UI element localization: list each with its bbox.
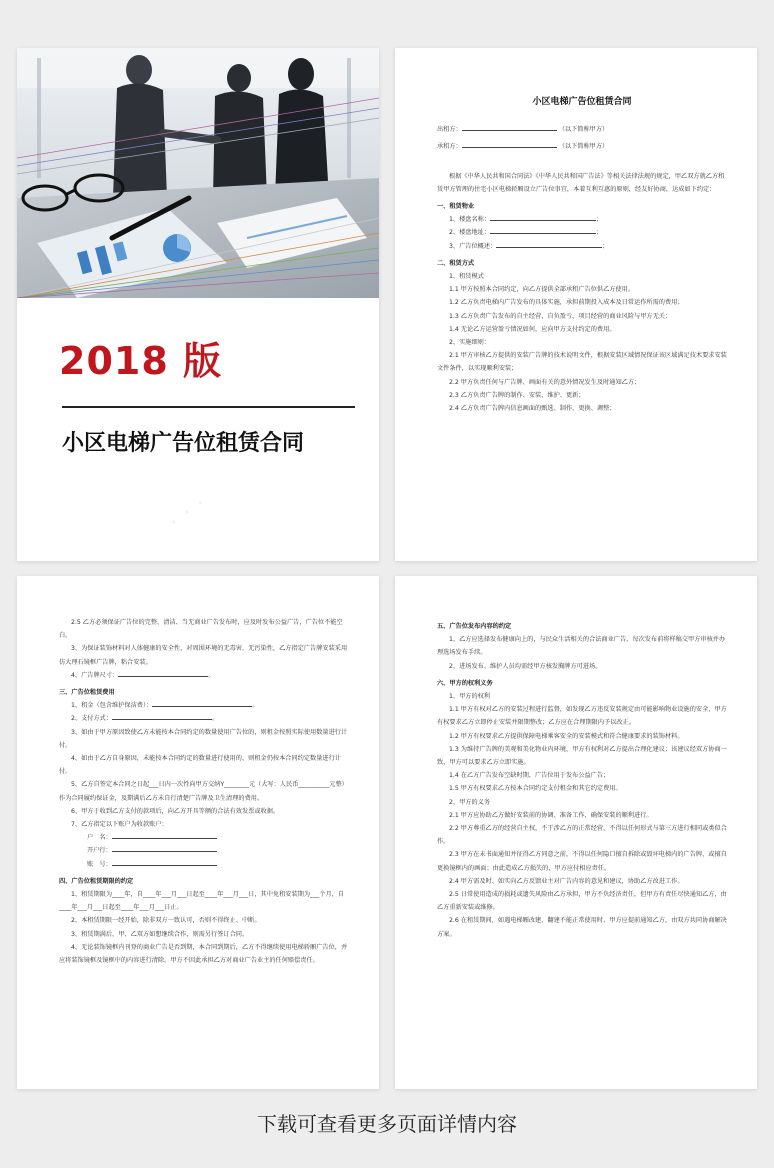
clause: 4、如由于乙方自身原因，未能按本合同约定的数量进行使用的，则租金仍按本合同约定数量进行计付。 bbox=[59, 755, 341, 776]
clause: 1、租赁期限为____年，自____年___月___日起至____年___月___日，其中免租安装期为___个月，自____年___月___日起至____年___月___日止。 bbox=[59, 891, 345, 912]
clause: 2.5 乙方必须保证广告位的完整、清洁、当无商业广告发布时，应及时发布公益广告，广告位不能空白。 bbox=[59, 619, 343, 640]
property-item: 1、楼盘名称： ； bbox=[437, 213, 727, 226]
property-name-label: 1、楼盘名称： bbox=[449, 216, 491, 224]
section-3-heading: 三、广告位租赁费用 bbox=[59, 689, 115, 697]
cover-photo bbox=[17, 48, 379, 298]
lessee-label: 承租方： bbox=[437, 143, 462, 151]
clause: 2.4 甲方需及时、如实向乙方反馈业主对广告内容的意见和建议，协助乙方改进工作。 bbox=[449, 877, 684, 885]
clause: 4、无论装饰镜框内刊登的商业广告是否到期，本合同到期后，乙方不得继续使用电梯轿厢广告位，并应将装饰镜框及镜框中的内容进行清除。甲方不因此承担乙方对商业广告业主的任何赔偿责任。 bbox=[59, 943, 348, 965]
section-1-heading: 一、租赁物业 bbox=[437, 203, 475, 211]
account-number bbox=[59, 858, 349, 871]
lessee-blank bbox=[462, 140, 557, 148]
lessee-note: （以下简称甲方） bbox=[558, 143, 609, 151]
clause: 2.4 乙方负责广告牌内信息画面的甄选、制作、更换、调整； bbox=[449, 405, 616, 413]
account-name-label: 户 名： bbox=[87, 834, 112, 842]
account-number-label: 账 号： bbox=[87, 860, 112, 868]
property-item: 3、广告位概述： ； bbox=[437, 240, 727, 253]
section-4-heading: 四、广告位租赁期限的约定 bbox=[59, 877, 134, 885]
clause: 1、租赁模式 bbox=[449, 273, 484, 281]
clause: 2.6 在租赁期间，如遇电梯厢改建、翻建不能正常使用时，甲方应提前通知乙方，由双方共同协商解决方案。 bbox=[437, 917, 727, 938]
watermark: · · · bbox=[162, 488, 214, 538]
clause: 1.3 乙方负责广告发布的自主经营，自负盈亏，项目经营的商业风险与甲方无关； bbox=[449, 312, 672, 320]
preamble: 根据《中华人民共和国合同法》《中华人民共和国广告法》等相关法律法规的规定，甲乙双方就乙方租赁甲方管理的住宅小区电梯轿厢设立广告位事宜，本着互利互惠的原则，经友好协商，达成如下约定： bbox=[437, 172, 725, 193]
section-5-heading: 五、广告位发布内容的约定 bbox=[437, 623, 512, 630]
blank-line bbox=[112, 831, 217, 839]
clause: 2、本租赁期限一经开始，除非双方一致认可，否则不得终止、中断。 bbox=[71, 917, 261, 925]
clause: 5、乙方自签定本合同之日起___日内一次性向甲方交纳Y________元（大写：人民币__________元整）作为合同履约保证金，及期满后乙方未自行清楚广告牌及卫生清理的费用。 bbox=[59, 781, 348, 802]
contract-page-1 bbox=[395, 48, 757, 561]
clause: 2.5 日常使用造成的损耗或遗失风险由乙方承担，甲方不负经济责任，但甲方有责任尽快通知乙方，由乙方重新安装或维修。 bbox=[437, 891, 727, 912]
contract-body-2 bbox=[59, 616, 349, 967]
clause: 1.2 乙方负责电梯内广告发布的具体实施，承担前期投入成本及日常运作所需的费用； bbox=[449, 299, 684, 307]
blank-line bbox=[112, 858, 217, 866]
clause: 3、租赁期满后，甲、乙双方如想继续合作，则需另行签订合同。 bbox=[71, 930, 249, 938]
clause: 2.1 甲方审核乙方提供的安装广告牌的技术说明文件，根据安装区域情况保证该区域满足技术要求安装文件条件，以实现顺利安装； bbox=[437, 352, 727, 373]
business-meeting-illustration bbox=[17, 48, 379, 298]
clause: 2.2 甲方负责任何与广告牌、画面有关的意外情况发生及时通知乙方； bbox=[449, 378, 641, 386]
property-address-label: 2、楼盘地址： bbox=[449, 229, 491, 237]
cover-divider bbox=[62, 406, 355, 408]
clause: 2、实施细则： bbox=[449, 339, 491, 347]
size-label: 4、广告牌尺寸： bbox=[71, 671, 119, 679]
clause: 2、甲方的义务 bbox=[449, 798, 491, 806]
clause: 2.3 甲方在未书面通知并征得乙方同意之前，不得以任何隐口擅自拆除或毁坏电梯内的广告牌，或擅自更换镜框内的画面；由此造成乙方损失的，甲方应付相应责任。 bbox=[437, 851, 727, 872]
contract-body-1 bbox=[437, 94, 727, 415]
account-bank bbox=[59, 844, 349, 857]
clause: 1、甲方的权利 bbox=[449, 693, 491, 701]
clause: 2.2 甲方尊重乙方的经营自主权，不干涉乙方的正常经营，不得以任何形式与第三方进行相同或类似合作。 bbox=[437, 825, 727, 846]
clause: 3、为保证装饰材料对人体健康的安全性，对周围环境的无毒害、无污染性，乙方指定广告牌安装采用仿大理石镜框广告牌，粘合安装。 bbox=[59, 645, 348, 666]
lessor-label: 出租方： bbox=[437, 126, 462, 134]
blank-line bbox=[496, 240, 602, 248]
clause: 2.3 乙方负责广告牌的制作、安装、维护、更新； bbox=[449, 391, 585, 399]
lessor-line bbox=[437, 123, 727, 136]
lessor-note: （以下简称甲方） bbox=[558, 126, 609, 134]
clause: 1.5 甲方有权要求乙方按本合同约定支付租金和其它约定费用。 bbox=[449, 785, 622, 793]
blank-line bbox=[490, 226, 596, 234]
section-6-heading: 六、甲方的权利义务 bbox=[437, 679, 493, 687]
cover-year: 2018 版 bbox=[59, 339, 222, 383]
blank-line bbox=[490, 213, 596, 221]
clause: 1.1 甲方按照本合同约定，向乙方提供全部承租广告位供乙方使用。 bbox=[449, 286, 635, 294]
cover-page bbox=[17, 48, 379, 561]
blank-line bbox=[152, 699, 252, 707]
account-name bbox=[59, 831, 349, 844]
clause: 1.4 无论乙方运营盈亏情况如何，应向甲方支付约定的费用。 bbox=[449, 325, 616, 333]
clause: 2、进场发布、维护人员均需经甲方核发胸牌方可进场。 bbox=[449, 662, 602, 670]
contract-title: 小区电梯广告位租赁合同 bbox=[532, 97, 632, 107]
clause: 2、支付方式： 。 bbox=[59, 712, 349, 725]
ad-space-desc-label: 3、广告位概述： bbox=[449, 242, 497, 250]
account-bank-label: 开户行： bbox=[87, 847, 112, 855]
blank-line bbox=[112, 844, 217, 852]
contract-body-3 bbox=[437, 616, 727, 941]
cover-title: 小区电梯广告位租赁合同 bbox=[62, 431, 305, 456]
clause: 1、乙方应选择发布健康向上的，与民众生活相关的合法商业广告，每次发布前将样稿交甲方审核并办理选场发布手续。 bbox=[437, 636, 726, 657]
rent-label: 1、租金（包含维护保洁费）： bbox=[71, 702, 153, 710]
clause: 1.3 为维持广告牌的美观和美化物业内环境，甲方有权利对乙方提出合理化建议；该建议经双方协商一致，甲方可以要求乙方立即实施。 bbox=[437, 745, 727, 767]
clause: 3、如由于甲方原因致使乙方未能按本合同约定的数量使用广告位的，则租金按照实际使用数量进行计付。 bbox=[59, 728, 348, 749]
clause: 7、乙方指定以下账户为收款账户： bbox=[71, 821, 168, 829]
blank-line bbox=[112, 712, 212, 720]
clause: 4、广告牌尺寸： 。 bbox=[59, 669, 349, 682]
clause: 1.2 甲方有权要求乙方提供保障电梯乘客安全的安装模式和符合健康要求的装饰材料。 bbox=[449, 732, 684, 740]
contract-page-3 bbox=[395, 576, 757, 1089]
clause: 1.4 在乙方广告发布空缺时期，广告位用于发布公益广告； bbox=[449, 772, 610, 780]
clause: 1.1 甲方有权对乙方的安装过程进行监督，如发现乙方违反安装规定由可能影响物业设施的安全，甲方有权要求乙方立即停止安装并限期整改；乙方应在合理期限内予以改正。 bbox=[437, 706, 727, 727]
payment-label: 2、支付方式： bbox=[71, 715, 113, 723]
lessor-blank bbox=[462, 123, 557, 131]
clause: 1、租金（包含维护保洁费）： 。 bbox=[59, 699, 349, 712]
blank-line bbox=[118, 669, 208, 677]
clause: 2.1 甲方应协助乙方做好安装前的协调、准备工作，确保安装的顺利进行。 bbox=[449, 811, 653, 819]
property-item: 2、楼盘地址： ； bbox=[437, 226, 727, 239]
section-2-heading: 二、租赁方式 bbox=[437, 259, 475, 267]
lessee-line bbox=[437, 140, 727, 153]
contract-page-2 bbox=[17, 576, 379, 1089]
clause: 6、甲方于收到乙方支付的款项后，向乙方开具等额的合法有效发票或收据。 bbox=[71, 807, 280, 815]
download-more-link[interactable]: 下载可查看更多页面详情内容 bbox=[257, 1112, 517, 1136]
